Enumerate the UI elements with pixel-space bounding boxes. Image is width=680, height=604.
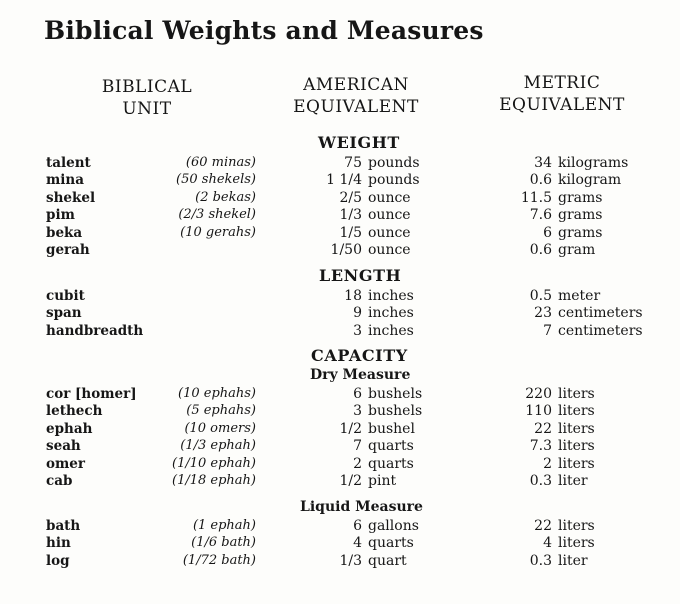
biblical-unit: lethech <box>46 403 103 420</box>
metric-unit: liters <box>558 518 595 534</box>
biblical-unit: hin <box>46 535 71 552</box>
table-row <box>0 473 680 491</box>
biblical-unit: log <box>46 552 70 569</box>
section-weight: WEIGHT <box>318 133 400 152</box>
table-row <box>0 403 680 421</box>
biblical-unit: handbreadth <box>46 322 144 339</box>
metric-quantity: 7.6 <box>529 207 552 224</box>
unit-relation: (2 bekas) <box>195 189 256 205</box>
metric-quantity: 0.6 <box>529 172 552 189</box>
table-row <box>0 323 680 341</box>
metric-unit: kilograms <box>558 155 629 171</box>
unit-relation: (10 omers) <box>184 420 256 436</box>
biblical-unit: span <box>46 305 82 322</box>
biblical-unit: omer <box>46 455 85 472</box>
american-unit: bushels <box>368 386 423 402</box>
table-row <box>0 172 680 190</box>
metric-unit: centimeters <box>558 305 643 322</box>
header-line: AMERICAN <box>303 75 409 95</box>
biblical-unit: bath <box>46 518 81 534</box>
biblical-unit: beka <box>46 224 83 241</box>
metric-quantity: 34 <box>534 155 552 171</box>
metric-unit: liters <box>558 386 595 402</box>
biblical-unit: seah <box>46 438 81 455</box>
american-unit: gallons <box>368 518 419 534</box>
american-unit: pounds <box>368 172 420 189</box>
american-unit: quarts <box>368 438 414 455</box>
american-quantity: 1 1/4 <box>326 172 362 189</box>
biblical-unit: ephah <box>46 420 93 437</box>
unit-relation: (1/6 bath) <box>191 535 256 551</box>
metric-quantity: 0.3 <box>529 552 552 569</box>
table-row <box>0 553 680 571</box>
biblical-unit: talent <box>46 155 91 171</box>
metric-quantity: 23 <box>534 305 552 322</box>
unit-relation: (1/10 ephah) <box>172 455 256 471</box>
american-quantity: 1/3 <box>339 207 362 224</box>
table-row <box>0 456 680 474</box>
metric-unit: grams <box>558 189 603 206</box>
table-row <box>0 155 680 173</box>
american-unit: inches <box>368 288 414 304</box>
unit-relation: (1 ephah) <box>192 518 256 533</box>
american-quantity: 6 <box>353 518 362 534</box>
metric-unit: liter <box>558 473 588 489</box>
table-row <box>0 305 680 323</box>
metric-unit: centimeters <box>558 322 643 339</box>
header-line: EQUIVALENT <box>499 95 625 115</box>
american-unit: ounce <box>368 224 411 241</box>
unit-relation: (10 gerahs) <box>180 224 256 240</box>
unit-relation: (2/3 shekel) <box>178 207 256 223</box>
page-title: Biblical Weights and Measures <box>44 16 484 45</box>
table-row <box>0 207 680 225</box>
metric-unit: liters <box>558 535 595 552</box>
american-quantity: 2 <box>353 455 362 472</box>
section-length: LENGTH <box>319 266 402 285</box>
american-unit: inches <box>368 305 414 322</box>
table-row <box>0 242 680 260</box>
american-unit: quart <box>368 552 407 569</box>
header-line: EQUIVALENT <box>293 97 419 117</box>
biblical-unit-header <box>82 76 212 120</box>
table-row <box>0 190 680 208</box>
metric-unit: meter <box>558 288 601 304</box>
metric-quantity: 0.5 <box>529 288 552 304</box>
american-quantity: 2/5 <box>339 189 362 206</box>
unit-relation: (5 ephahs) <box>186 403 256 419</box>
biblical-unit: pim <box>46 207 75 224</box>
biblical-unit: mina <box>46 172 84 189</box>
american-unit: ounce <box>368 242 411 258</box>
header-line: UNIT <box>122 99 172 119</box>
american-quantity: 1/2 <box>339 420 362 437</box>
unit-relation: (10 ephahs) <box>178 386 256 401</box>
american-unit: quarts <box>368 455 414 472</box>
table-row <box>0 438 680 456</box>
unit-relation: (1/3 ephah) <box>180 438 256 454</box>
american-quantity: 6 <box>353 386 362 402</box>
american-quantity: 1/3 <box>339 552 362 569</box>
metric-unit: grams <box>558 224 603 241</box>
american-quantity: 3 <box>353 403 362 420</box>
metric-quantity: 7 <box>543 322 552 339</box>
metric-quantity: 11.5 <box>520 189 552 206</box>
metric-quantity: 22 <box>534 420 552 437</box>
table-row <box>0 386 680 404</box>
metric-unit: kilogram <box>558 172 622 189</box>
metric-unit: grams <box>558 207 603 224</box>
metric-unit: liter <box>558 552 588 569</box>
american-unit: pint <box>368 473 397 489</box>
metric-unit: gram <box>558 242 596 258</box>
metric-quantity: 2 <box>543 455 552 472</box>
american-unit: inches <box>368 322 414 339</box>
american-quantity: 9 <box>353 305 362 322</box>
american-quantity: 75 <box>344 155 362 171</box>
biblical-unit: gerah <box>46 242 90 258</box>
unit-relation: (1/72 bath) <box>182 552 256 568</box>
metric-quantity: 4 <box>543 535 552 552</box>
table-row <box>0 518 680 536</box>
metric-unit: liters <box>558 403 595 420</box>
american-unit: bushel <box>368 420 415 437</box>
table-row <box>0 288 680 306</box>
metric-quantity: 22 <box>534 518 552 534</box>
metric-unit: liters <box>558 455 595 472</box>
biblical-unit: cab <box>46 473 73 489</box>
american-unit: pounds <box>368 155 420 171</box>
american-quantity: 7 <box>353 438 362 455</box>
metric-equivalent-header <box>482 72 642 116</box>
unit-relation: (1/18 ephah) <box>172 473 256 488</box>
table-row <box>0 535 680 553</box>
table-row <box>0 225 680 243</box>
american-quantity: 1/5 <box>339 224 362 241</box>
metric-quantity: 110 <box>525 403 552 420</box>
american-unit: ounce <box>368 189 411 206</box>
subsection-liquid-measure: Liquid Measure <box>300 499 423 515</box>
american-quantity: 18 <box>344 288 362 304</box>
american-equivalent-header <box>276 74 436 118</box>
metric-unit: liters <box>558 420 595 437</box>
biblical-unit: shekel <box>46 189 96 206</box>
biblical-unit: cubit <box>46 288 85 304</box>
unit-relation: (50 shekels) <box>176 172 256 188</box>
metric-quantity: 0.3 <box>529 473 552 489</box>
unit-relation: (60 minas) <box>185 155 256 170</box>
american-quantity: 1/2 <box>339 473 362 489</box>
metric-quantity: 7.3 <box>529 438 552 455</box>
american-unit: quarts <box>368 535 414 552</box>
american-quantity: 3 <box>353 322 362 339</box>
metric-quantity: 0.6 <box>529 242 552 258</box>
american-unit: ounce <box>368 207 411 224</box>
american-unit: bushels <box>368 403 423 420</box>
header-line: METRIC <box>523 73 601 93</box>
subsection-dry-measure: Dry Measure <box>310 367 411 383</box>
biblical-unit: cor [homer] <box>46 386 137 402</box>
american-quantity: 4 <box>353 535 362 552</box>
american-quantity: 1/50 <box>330 242 362 258</box>
header-line: BIBLICAL <box>101 77 193 97</box>
table-row <box>0 421 680 439</box>
section-capacity: CAPACITY <box>311 346 408 365</box>
metric-quantity: 6 <box>543 224 552 241</box>
metric-unit: liters <box>558 438 595 455</box>
metric-quantity: 220 <box>525 386 552 402</box>
